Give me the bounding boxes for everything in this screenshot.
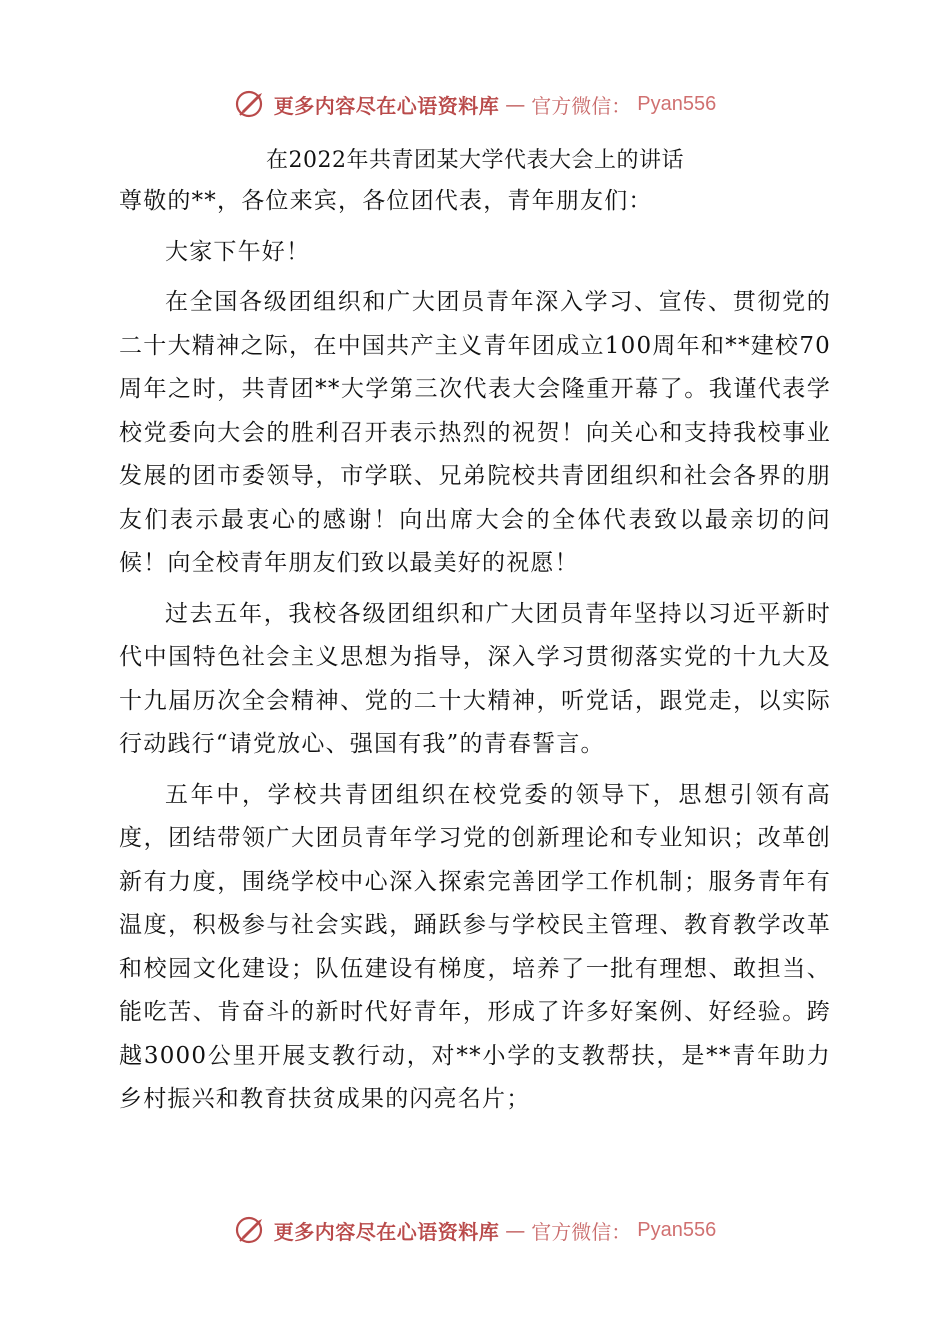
document-title: 在2022年共青团某大学代表大会上的讲话 [266,148,684,173]
body-paragraph: 过去五年，我校各级团组织和广大团员青年坚持以习近平新时代中国特色社会主义思想为指导，深入学习贯彻落实党的十九大及十九届历次全会精神、党的二十大精神，听党话，跟党走，以实际行动践行“请党放心、强国有我”的青春誓言。 [119,600,831,757]
watermark-wechat-id: Pyan556 [637,92,717,115]
pen-nib-icon [234,1213,268,1247]
watermark-official-label: 官方微信： [531,93,632,118]
body-paragraph: 在全国各级团组织和广大团员青年深入学习、宣传、贯彻党的二十大精神之际，在中国共产主义青年团成立100周年和**建校70周年之时，共青团**大学第三次代表大会隆重开幕了。我谨代表学校党委向大会的胜利召开表示热烈的祝贺！向关心和支持我校事业发展的团市委领导，市学联、兄弟院校共青团组织和社会各界的朋友们表示最衷心的感谢！向出席大会的全体代表致以最亲切的问候！向全校青年朋友们致以最美好的祝愿！ [119,289,831,576]
footer-watermark-banner [0,1210,950,1250]
watermark-separator: — [505,1218,526,1242]
header-watermark-banner [0,84,950,124]
watermark-separator: — [505,92,526,116]
document-body [119,180,831,1129]
watermark-official-label: 官方微信： [531,1219,632,1244]
pen-nib-icon [234,87,268,121]
body-paragraph: 五年中，学校共青团组织在校党委的领导下，思想引领有高度，团结带领广大团员青年学习党的创新理论和专业知识；改革创新有力度，围绕学校中心深入探索完善团学工作机制；服务青年有温度，积极参与社会实践，踊跃参与学校民主管理、教育教学改革和校园文化建设；队伍建设有梯度，培养了一批有理想、敢担当、能吃苦、肯奋斗的新时代好青年，形成了许多好案例、好经验。跨越3000公里开展支教行动，对**小学的支教帮扶，是**青年助力乡村振兴和教育扶贫成果的闪亮名片； [119,781,831,1112]
greeting: 大家下午好！ [165,238,311,265]
watermark-brand-text: 更多内容尽在心语资料库 [273,1219,500,1244]
watermark-wechat-id: Pyan556 [637,1218,717,1241]
salutation: 尊敬的**，各位来宾，各位团代表，青年朋友们： [119,188,653,214]
watermark-brand-text: 更多内容尽在心语资料库 [273,93,500,118]
